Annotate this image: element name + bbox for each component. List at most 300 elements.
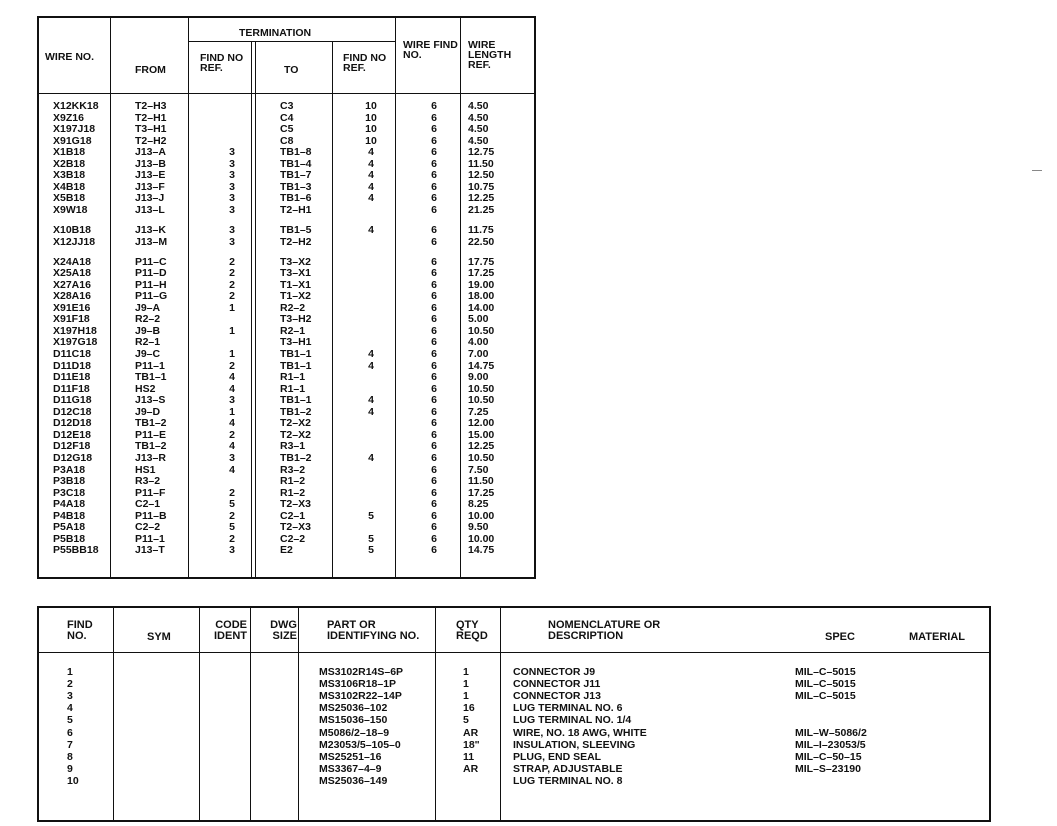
wire-find-no-cell: 6 [431,544,437,557]
find-no-ref-1-cell: 4 [229,417,235,430]
to-cell: R1–2 [280,475,306,488]
wire-length-cell: 12.25 [468,192,495,205]
description-cell: PLUG, END SEAL [513,750,602,763]
wire-find-no-cell: 6 [431,417,437,430]
wire-no-cell: D11F18 [53,382,90,395]
from-cell: P11–C [135,255,167,268]
from-cell: T2–H2 [135,134,167,147]
wire-length-cell: 15.00 [468,428,495,441]
wire-no-cell: P4A18 [53,498,86,511]
from-cell: J9–C [135,348,161,360]
col-divider [395,18,396,577]
spec-cell: MIL–W–5086/2 [795,726,867,739]
wire-no-cell: X91E16 [53,301,91,314]
wire-find-no-cell: 6 [431,475,437,488]
find-no-ref-2-cell: 4 [368,146,374,159]
find-no-ref-2-cell: 4 [368,180,374,193]
find-no-ref-1-cell: 2 [229,532,235,545]
description-cell: WIRE, NO. 18 AWG, WHITE [513,726,647,739]
find-no-ref-2-cell: 4 [368,192,374,205]
to-cell: C2–2 [280,532,306,545]
wire-no-cell: P55BB18 [53,544,99,557]
wire-no-cell: X197J18 [53,123,96,136]
from-cell: J13–T [135,544,165,557]
wire-length-cell: 11.50 [468,157,494,170]
from-cell: P11–G [135,290,168,303]
wire-find-no-cell: 6 [431,451,437,464]
to-cell: TB1–1 [280,348,312,360]
find-no-ref-1-cell: 1 [229,301,235,314]
find-no-ref-1-cell: 3 [229,224,235,236]
find-no-cell: 3 [67,690,73,703]
find-no-ref-1-cell: 1 [229,324,235,337]
wire-no-cell: P5A18 [53,521,86,534]
wire-find-no-cell: 6 [431,134,437,147]
header-rule [39,93,534,94]
wire-length-cell: 7.25 [468,405,489,418]
to-cell: TB1–1 [280,359,312,372]
wire-length-cell: 4.50 [468,134,489,147]
wire-find-no-cell: 6 [431,428,437,441]
header-from: FROM [135,64,166,76]
header-spec: SPEC [825,631,855,643]
wire-no-cell: X12JJ18 [53,235,96,248]
find-no-ref-2-cell: 4 [368,405,374,418]
col-divider [250,608,251,820]
from-cell: P11–B [135,509,167,522]
wire-no-cell: X24A18 [53,255,91,268]
qty-cell: 1 [463,690,469,703]
part-no-cell: M23053/5–105–0 [319,738,401,751]
wire-find-no-cell: 6 [431,371,437,384]
to-cell: R3–1 [280,440,306,453]
wire-no-cell: X197G18 [53,336,98,349]
wire-no-cell: D12C18 [53,405,92,418]
find-no-ref-1-cell: 1 [229,405,235,418]
find-no-ref-1-cell: 2 [229,278,235,291]
wire-find-no-cell: 6 [431,301,437,314]
col-divider [255,41,256,577]
find-no-ref-2-cell: 4 [368,224,374,236]
to-cell: TB1–2 [280,405,312,418]
to-cell: TB1–7 [280,169,312,182]
header-find-no-ref-2: FIND NO REF. [343,52,387,74]
wire-no-cell: P4B18 [53,509,86,522]
from-cell: J9–B [135,324,161,337]
wire-length-cell: 12.75 [468,146,495,159]
find-no-cell: 10 [67,774,79,787]
description-cell: LUG TERMINAL NO. 6 [513,702,623,715]
wire-find-no-cell: 6 [431,203,437,216]
to-cell: C4 [280,111,294,124]
wire-length-cell: 10.50 [468,324,495,337]
qty-cell: 16 [463,702,475,715]
wire-find-no-cell: 6 [431,509,437,522]
from-cell: J13–F [135,180,165,193]
to-cell: T1–X2 [280,290,311,303]
from-cell: J13–J [135,192,165,205]
find-no-ref-2-cell: 10 [365,134,377,147]
wire-length-cell: 7.50 [468,463,489,476]
from-cell: J13–A [135,146,166,159]
wire-find-no-cell: 6 [431,486,437,499]
find-no-cell: 4 [67,702,73,715]
wire-no-cell: D11D18 [53,359,91,372]
wire-find-no-cell: 6 [431,498,437,511]
col-divider [298,608,299,820]
find-no-ref-1-cell: 5 [229,498,235,511]
col-divider [199,608,200,820]
spec-cell: MIL–S–23190 [795,762,861,775]
wire-length-cell: 8.25 [468,498,489,511]
header-nomenclature: NOMENCLATURE OR DESCRIPTION [548,619,661,642]
from-cell: C2–1 [135,498,161,511]
from-cell: P11–F [135,486,166,499]
description-cell: INSULATION, SLEEVING [513,738,636,751]
wire-no-cell: X9Z16 [53,111,84,124]
to-cell: C8 [280,134,294,147]
wire-no-cell: D12G18 [53,451,93,464]
to-cell: R1–2 [280,486,306,499]
from-cell: C2–2 [135,521,161,534]
wire-length-cell: 4.50 [468,123,489,136]
to-cell: T2–H1 [280,203,312,216]
from-cell: J13–E [135,169,166,182]
header-dwg-size: DWG SIZE [270,619,297,642]
termination-rule [188,41,395,42]
header-sym: SYM [147,631,171,643]
wire-find-no-cell: 6 [431,463,437,476]
header-code-ident: CODE IDENT [214,619,247,642]
header-wire-no: WIRE NO. [45,51,94,63]
find-no-ref-1-cell: 3 [229,451,235,464]
wire-no-cell: D12F18 [53,440,91,453]
qty-cell: 1 [463,666,469,678]
header-material: MATERIAL [909,631,966,643]
to-cell: TB1–1 [280,394,312,407]
wire-length-cell: 10.50 [468,451,495,464]
wire-find-no-cell: 6 [431,157,437,170]
description-cell: STRAP, ADJUSTABLE [513,762,623,775]
wire-length-cell: 12.00 [468,417,495,430]
from-cell: TB1–2 [135,440,167,453]
stray-mark [1032,170,1042,171]
wire-no-cell: X91F18 [53,313,90,326]
wire-length-cell: 17.25 [468,267,495,280]
find-no-ref-1-cell: 3 [229,157,235,170]
parts-list-table [37,606,991,822]
find-no-ref-1-cell: 4 [229,440,235,453]
to-cell: T2–X2 [280,428,311,441]
from-cell: P11–E [135,428,166,441]
part-no-cell: MS3102R22–14P [319,690,402,703]
wire-no-cell: X2B18 [53,157,86,170]
to-cell: T2–H2 [280,235,312,248]
header-part-no: PART OR IDENTIFYING NO. [327,619,420,642]
col-divider [113,608,114,820]
find-no-cell: 9 [67,762,73,775]
find-no-ref-1-cell: 2 [229,509,235,522]
header-to: TO [284,64,299,76]
wire-find-no-cell: 6 [431,111,437,124]
wire-no-cell: X3B18 [53,169,86,182]
description-cell: CONNECTOR J13 [513,690,601,703]
to-cell: R2–1 [280,324,306,337]
wire-no-cell: D11E18 [53,371,91,384]
col-divider [251,41,252,577]
to-cell: TB1–4 [280,157,312,170]
qty-cell: 18" [463,738,480,751]
from-cell: P11–1 [135,532,165,545]
description-cell: LUG TERMINAL NO. 8 [513,774,623,787]
find-no-ref-1-cell: 2 [229,267,235,280]
find-no-ref-2-cell: 10 [365,100,377,112]
wire-length-cell: 5.00 [468,313,489,326]
header-wire-find-no: WIRE FIND NO. [403,39,458,61]
col-divider [332,41,333,577]
to-cell: T2–X3 [280,498,311,511]
find-no-ref-2-cell: 5 [368,544,374,557]
spec-cell: MIL–C–5015 [795,690,856,703]
wire-find-no-cell: 6 [431,359,437,372]
wire-find-no-cell: 6 [431,521,437,534]
from-cell: HS2 [135,382,156,395]
to-cell: T2–X2 [280,417,311,430]
wire-length-cell: 10.00 [468,509,495,522]
wire-find-no-cell: 6 [431,224,437,236]
part-no-cell: MS3102R14S–6P [319,666,404,678]
header-find-no: FIND NO. [67,619,93,642]
header-wire-length-ref: WIRE LENGTH REF. [468,39,512,71]
part-no-cell: MS3367–4–9 [319,762,382,775]
from-cell: J9–D [135,405,161,418]
wire-find-no-cell: 6 [431,278,437,291]
find-no-ref-1-cell: 4 [229,371,235,384]
to-cell: R1–1 [280,371,306,384]
wire-length-cell: 17.25 [468,486,495,499]
header-find-no-ref-1: FIND NO REF. [200,52,244,74]
find-no-ref-1-cell: 3 [229,192,235,205]
wire-length-cell: 14.00 [468,301,495,314]
find-no-ref-2-cell: 4 [368,348,374,360]
find-no-cell: 2 [67,678,73,691]
to-cell: TB1–2 [280,451,312,464]
wire-no-cell: P3C18 [53,486,86,499]
wire-no-cell: D12D18 [53,417,92,430]
wire-find-no-cell: 6 [431,169,437,182]
find-no-cell: 7 [67,738,73,751]
from-cell: P11–D [135,267,167,280]
wire-length-cell: 7.00 [468,348,489,360]
part-no-cell: MS25251–16 [319,750,382,763]
from-cell: HS1 [135,463,156,476]
find-no-ref-2-cell: 5 [368,509,374,522]
wire-find-no-cell: 6 [431,313,437,326]
wire-length-cell: 21.25 [468,203,495,216]
find-no-ref-1-cell: 5 [229,521,235,534]
wire-no-cell: X9W18 [53,203,88,216]
spec-cell: MIL–C–5015 [795,678,856,691]
to-cell: T3–H1 [280,336,312,349]
find-no-cell: 8 [67,750,73,763]
wire-no-cell: X27A16 [53,278,91,291]
spec-cell: MIL–I–23053/5 [795,738,866,751]
to-cell: R3–2 [280,463,306,476]
find-no-ref-1-cell: 2 [229,255,235,268]
wire-find-no-cell: 6 [431,324,437,337]
find-no-ref-2-cell: 4 [368,359,374,372]
wire-find-no-cell: 6 [431,100,437,112]
find-no-ref-1-cell: 4 [229,382,235,395]
find-no-ref-2-cell: 4 [368,451,374,464]
wire-find-no-cell: 6 [431,290,437,303]
wire-no-cell: P3B18 [53,475,86,488]
wire-no-cell: X12KK18 [53,100,99,112]
wire-length-cell: 12.25 [468,440,495,453]
from-cell: R2–2 [135,313,161,326]
wire-length-cell: 10.50 [468,394,495,407]
spec-cell: MIL–C–50–15 [795,750,862,763]
to-cell: T3–X2 [280,255,311,268]
part-no-cell: MS25036–149 [319,774,388,787]
wire-no-cell: D11C18 [53,348,91,360]
find-no-ref-2-cell: 4 [368,157,374,170]
find-no-ref-1-cell: 3 [229,394,235,407]
from-cell: T2–H3 [135,100,167,112]
wire-length-cell: 4.50 [468,100,489,112]
wire-length-cell: 11.50 [468,475,494,488]
to-cell: R2–2 [280,301,306,314]
qty-cell: 1 [463,678,469,691]
to-cell: TB1–8 [280,146,312,159]
find-no-ref-1-cell: 4 [229,463,235,476]
from-cell: J13–L [135,203,165,216]
from-cell: T2–H1 [135,111,167,124]
to-cell: TB1–5 [280,224,312,236]
header-qty: QTY REQD [456,619,488,642]
wire-find-no-cell: 6 [431,267,437,280]
part-no-cell: MS15036–150 [319,714,388,727]
find-no-ref-2-cell: 10 [365,111,377,124]
wire-find-no-cell: 6 [431,146,437,159]
qty-cell: AR [463,726,479,739]
header-termination: TERMINATION [239,27,312,39]
wire-list-table [37,16,536,579]
to-cell: T1–X1 [280,278,311,291]
wire-length-cell: 22.50 [468,235,495,248]
wire-no-cell: D11G18 [53,394,92,407]
wire-length-cell: 9.50 [468,521,489,534]
find-no-ref-2-cell: 10 [365,123,377,136]
to-cell: E2 [280,544,293,557]
col-divider [460,18,461,577]
wire-length-cell: 14.75 [468,359,495,372]
wire-no-cell: P5B18 [53,532,86,545]
part-no-cell: M5086/2–18–9 [319,726,390,739]
wire-no-cell: X28A16 [53,290,91,303]
wire-find-no-cell: 6 [431,336,437,349]
wire-no-cell: X5B18 [53,192,86,205]
find-no-ref-2-cell: 4 [368,394,374,407]
qty-cell: 5 [463,714,469,727]
find-no-ref-1-cell: 3 [229,180,235,193]
col-divider [500,608,501,820]
wire-length-cell: 4.00 [468,336,489,349]
wire-no-cell: X197H18 [53,324,97,337]
wire-length-cell: 18.00 [468,290,495,303]
wire-length-cell: 19.00 [468,278,495,291]
wire-no-cell: X4B18 [53,180,86,193]
wire-no-cell: X91G18 [53,134,92,147]
from-cell: TB1–2 [135,417,167,430]
description-cell: CONNECTOR J11 [513,678,601,691]
wire-length-cell: 17.75 [468,255,495,268]
find-no-ref-2-cell: 5 [368,532,374,545]
part-no-cell: MS3106R18–1P [319,678,397,691]
spec-cell: MIL–C–5015 [795,666,856,678]
wire-no-cell: X1B18 [53,146,86,159]
col-divider [188,18,189,577]
wire-find-no-cell: 6 [431,394,437,407]
find-no-cell: 6 [67,726,73,739]
find-no-cell: 5 [67,714,73,727]
wire-no-cell: D12E18 [53,428,91,441]
wire-length-cell: 12.50 [468,169,495,182]
from-cell: J13–M [135,235,168,248]
qty-cell: 11 [463,750,475,763]
wire-no-cell: X25A18 [53,267,91,280]
from-cell: R3–2 [135,475,161,488]
wire-find-no-cell: 6 [431,235,437,248]
wire-find-no-cell: 6 [431,255,437,268]
description-cell: CONNECTOR J9 [513,666,596,678]
find-no-ref-2-cell: 4 [368,169,374,182]
to-cell: C3 [280,100,294,112]
wire-no-cell: P3A18 [53,463,86,476]
to-cell: C5 [280,123,294,136]
description-cell: LUG TERMINAL NO. 1/4 [513,714,632,727]
wire-find-no-cell: 6 [431,440,437,453]
find-no-ref-1-cell: 2 [229,359,235,372]
wire-length-cell: 9.00 [468,371,489,384]
wire-find-no-cell: 6 [431,180,437,193]
from-cell: R2–1 [135,336,161,349]
from-cell: TB1–1 [135,371,167,384]
from-cell: J9–A [135,301,161,314]
find-no-ref-1-cell: 3 [229,169,235,182]
find-no-ref-1-cell: 3 [229,235,235,248]
to-cell: C2–1 [280,509,306,522]
find-no-ref-1-cell: 3 [229,544,235,557]
wire-length-cell: 10.50 [468,382,495,395]
wire-find-no-cell: 6 [431,123,437,136]
find-no-ref-1-cell: 2 [229,290,235,303]
header-rule [39,652,989,653]
to-cell: R1–1 [280,382,306,395]
to-cell: T3–H2 [280,313,312,326]
from-cell: P11–H [135,278,167,291]
find-no-cell: 1 [67,666,73,678]
wire-length-cell: 11.75 [468,224,494,236]
wire-length-cell: 10.00 [468,532,495,545]
find-no-ref-1-cell: 3 [229,146,235,159]
to-cell: T2–X3 [280,521,311,534]
from-cell: J13–S [135,394,166,407]
wire-find-no-cell: 6 [431,348,437,360]
col-divider [435,608,436,820]
part-no-cell: MS25036–102 [319,702,388,715]
wire-length-cell: 4.50 [468,111,489,124]
